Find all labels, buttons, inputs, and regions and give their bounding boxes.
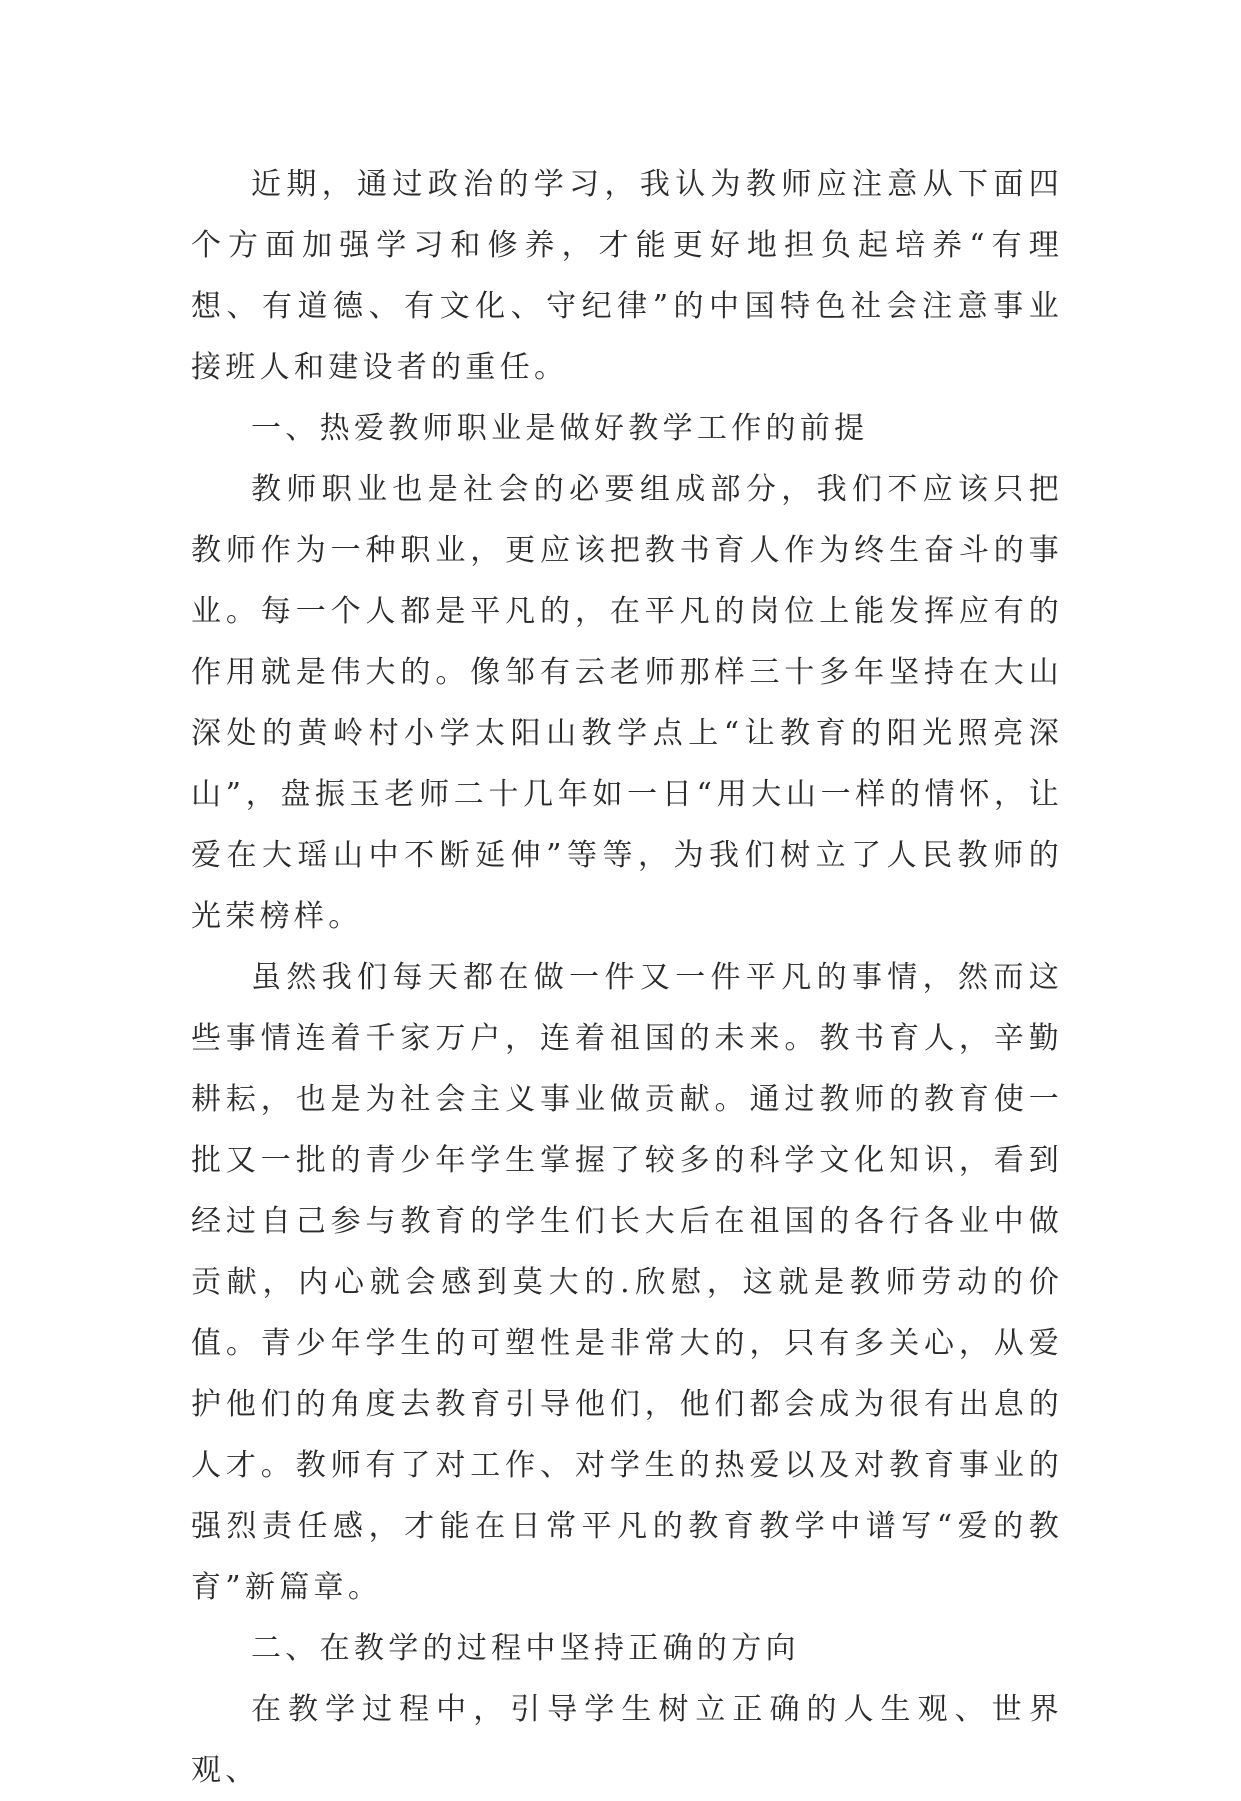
section-heading-1: 一、热爱教师职业是做好教学工作的前提	[251, 411, 869, 446]
document-body	[191, 154, 1063, 1801]
intro-paragraph: 近期，通过政治的学习，我认为教师应注意从下面四个方面加强学习和修养，才能更好地担负起培养“有理想、有道德、有文化、守纪律”的中国特色社会注意事业接班人和建设者的重任。	[191, 167, 1063, 385]
section-1-paragraph-2: 虽然我们每天都在做一件又一件平凡的事情，然而这些事情连着千家万户，连着祖国的未来。教书育人，辛勤耕耘，也是为社会主义事业做贡献。通过教师的教育使一批又一批的青少年学生掌握了较多的科学文化知识，看到经过自己参与教育的学生们长大后在祖国的各行各业中做贡献，内心就会感到莫大的.欣慰，这就是教师劳动的价值。青少年学生的可塑性是非常大的，只有多关心，从爱护他们的角度去教育引导他们，他们都会成为很有出息的人才。教师有了对工作、对学生的热爱以及对教育事业的强烈责任感，才能在日常平凡的教育教学中谱写“爱的教育”新篇章。	[191, 960, 1063, 1605]
section-2-paragraph-1: 在教学过程中，引导学生树立正确的人生观、世界观、	[191, 1692, 1063, 1788]
section-heading-2: 二、在教学的过程中坚持正确的方向	[251, 1631, 800, 1666]
section-1-paragraph-1: 教师职业也是社会的必要组成部分，我们不应该只把教师作为一种职业，更应该把教书育人作为终生奋斗的事业。每一个人都是平凡的，在平凡的岗位上能发挥应有的作用就是伟大的。像邹有云老师那样三十多年坚持在大山深处的黄岭村小学太阳山教学点上“让教育的阳光照亮深山”，盘振玉老师二十几年如一日“用大山一样的情怀，让爱在大瑶山中不断延伸”等等，为我们树立了人民教师的光荣榜样。	[191, 472, 1063, 934]
